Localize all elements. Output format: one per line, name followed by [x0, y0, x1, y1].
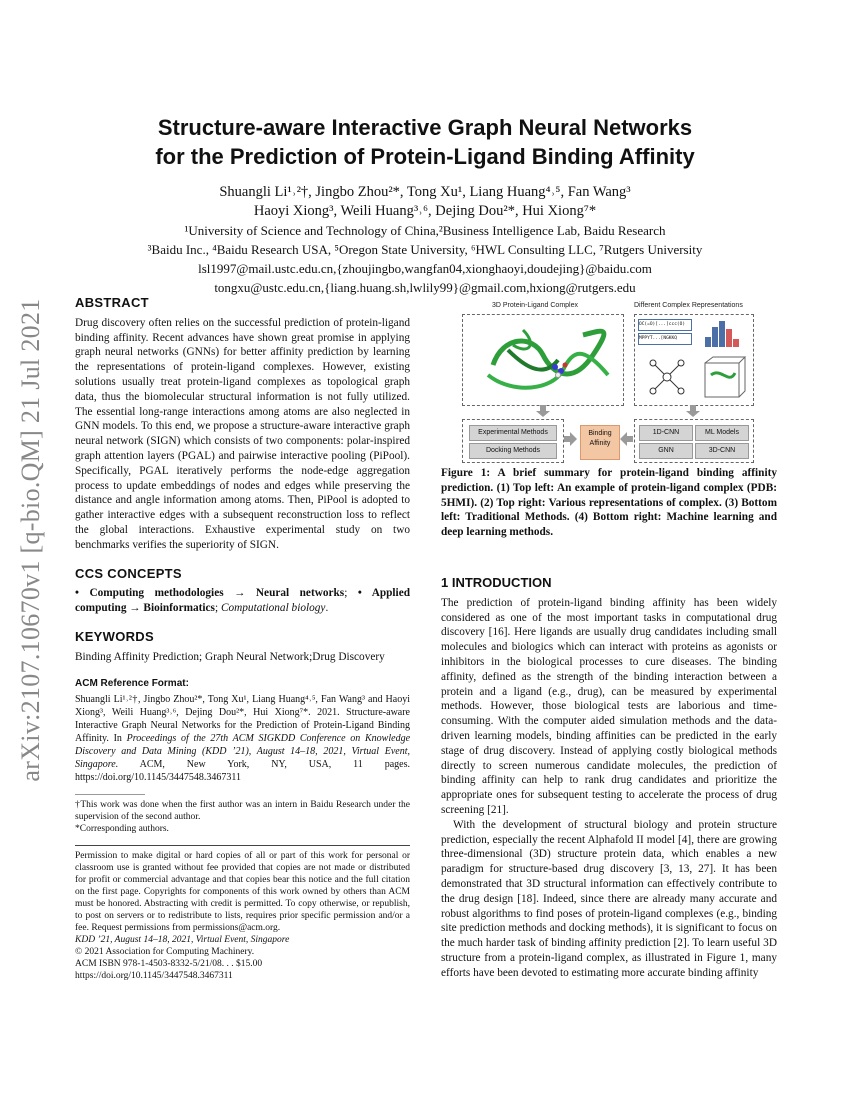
- permission-text: Permission to make digital or hard copies of all or part of this work for personal or classroom use is granted without fee provided that copies are not made or distributed for profit or commercial advantage and that copies bear this notice and the full citation on the first page. Copyrights for components of this work owned by others than ACM must be honored. Abstracting with credit is permitted. To copy otherwise, or republish, to post on servers or to redistribute to lists, requires prior specific permission and/or a fee. Request permissions from permissions@acm.org.: [75, 851, 410, 934]
- traditional-methods-panel: [462, 419, 564, 463]
- title-line-2: for the Prediction of Protein-Ligand Binding Affinity: [155, 144, 695, 169]
- binding-affinity-box: Binding Affinity: [580, 425, 620, 460]
- footnote-rule: [75, 794, 145, 795]
- acm-ref-italic: Proceedings of the 27th ACM SIGKDD Conference on Knowledge Discovery and Data Mining (KDD ’21), August 14–18, 2021, Virtual Event, Singapore.: [75, 733, 411, 771]
- keywords-text: Binding Affinity Prediction; Graph Neural Network;Drug Discovery: [75, 650, 385, 663]
- doi-text: https://doi.org/10.1145/3447548.3467311: [75, 971, 233, 982]
- copyright-text: © 2021 Association for Computing Machinery.: [75, 947, 255, 958]
- venue-text: [75, 934, 410, 946]
- docking-methods-box: Docking Methods: [469, 443, 557, 459]
- author-block: [60, 183, 790, 297]
- intro-paragraph-2: With the development of structural biology and protein structure prediction, especially the recent Alphafold II model [4], there are growing three-dimensional (3D) structure protein data, which enables a new paradigm for structure-based drug discovery [3, 13, 27]. It has been demonstrated that 3D structural information can effectively contribute to the drug design [18]. Indeed, since there are already many accurate and robust algorithms to find poses of protein-ligand complexes (e.g., binding site prediction methods and docking methods), it is significant to focus on the much harder task of binding affinity prediction [2]. To learn useful 3D structure from a protein-ligand complex, as illustrated in Figure 1, many efforts have been devoted to estimating more accurate binding affinity: [441, 818, 777, 979]
- affiliation-line-1: ¹University of Science and Technology of China,²Business Intelligence Lab, Baidu Research: [184, 223, 666, 238]
- affiliation-line-2: ³Baidu Inc., ⁴Baidu Research USA, ⁵Oregon State University, ⁶HWL Consulting LLC, ⁷Rutgers University: [147, 242, 703, 257]
- arxiv-stamp-text: arXiv:2107.10670v1 [q-bio.QM] 21 Jul 2021: [16, 298, 45, 782]
- email-line-2: tongxu@ustc.edu.cn,{liang.huang.sh,lwlily99}@gmail.com,hxiong@rutgers.edu: [214, 280, 636, 295]
- email-line-1: lsl1997@mail.ustc.edu.cn,{zhoujingbo,wangfan04,xionghaoyi,doudejing}@baidu.com: [198, 261, 652, 276]
- figure-label-complex: 3D Protein-Ligand Complex: [492, 302, 578, 309]
- isbn-text: ACM ISBN 978-1-4503-8332-5/21/08. . . $15.00: [75, 959, 263, 970]
- intro-paragraph-1: The prediction of protein-ligand binding affinity has been widely considered as one of the most important tasks in computational drug discovery [16]. Here ligands are usually drug candidates including small molecules and biologics which can interact with proteins as agonists or inhibitors in the biological processes to cure diseases. The binding affinity, defined as the strength of the binding interaction between a protein and a ligand (e.g., drug), can be measured by experimental methods. However, those biological tests are laborious and time-consuming. With the computer aided simulation methods and the data-driven learning models, binding affinities can be predicted in the early stage of drug discovery. Instead of applying costly biological methods directly to screen numerous candidate molecules, the prediction of binding affinity can help to rank drug candidates and prioritize the appropriate ones for subsequent testing to accelerate the process of drug screening [21].: [441, 596, 777, 816]
- ccs-heading: CCS CONCEPTS: [75, 565, 182, 581]
- abstract-text: Drug discovery often relies on the successful prediction of protein-ligand binding affinity. Recent advances have shown great promise in applying graph neural networks (GNNs) for better affinity prediction by learning the representations of protein-ligand complexes. However, existing solutions usually treat protein-ligand complexes as topological graph data, thus the biomolecular structural information is not fully utilized. The essential long-range interactions among atoms are also neglected in GNN models. To this end, we propose a structure-aware interactive graph neural network (SIGN) which consists of two components: polar-inspired graph attention layers (PGAL) and pairwise interactive pooling (PiPool). Specifically, PGAL iteratively performs the node-edge aggregation process to update embeddings of nodes and edges while preserving the distance and angle information among atoms. Then, PiPool is adopted to gather interactive edges with a subsequent reconstruction loss to reflect the global interactions. Exhaustive experimental study on two benchmarks verifies the superiority of SIGN.: [75, 316, 410, 551]
- ccs-bullet-1: • Computing methodologies → Neural networks: [75, 587, 345, 600]
- title-line-1: Structure-aware Interactive Graph Neural Networks: [157, 115, 693, 140]
- histogram-icon: [701, 317, 749, 349]
- ccs-italic: Computational biology: [220, 602, 326, 615]
- gnn-box: GNN: [639, 443, 693, 459]
- sequence-string: MPPYT...[NGKKQ: [638, 333, 692, 345]
- acm-ref-text-2: ACM, New York, NY, USA, 11 pages. https://doi.org/10.1145/3447548.3467311: [75, 759, 410, 784]
- figure-1: [462, 302, 754, 462]
- arxiv-stamp: [10, 280, 52, 800]
- keywords-heading: KEYWORDS: [75, 628, 154, 644]
- acm-ref-text-1: Shuangli Li¹˒²†, Jingbo Zhou²*, Tong Xu¹, Liang Huang⁴˒⁵, Fan Wang³ and Haoyi Xiong³, Weili Huang³˒⁶, Dejing Dou²*, Hui Xiong⁷*. 2021. Structure-aware Interactive Graph Neural Networks for the Prediction of Protein-Ligand Binding Affinity. In: [75, 694, 410, 745]
- figure-caption: Figure 1: A brief summary for protein-ligand binding affinity prediction. (1) Top left: An example of protein-ligand complex (PDB: 5HMI). (2) Top right: Various representations of complex. (3) Bottom left: Traditional Methods. (4) Bottom right: Machine learning and deep learning methods.: [441, 467, 777, 539]
- ccs-text: [75, 586, 410, 616]
- smiles-string: OC(=O)[...]ccc(O): [638, 319, 692, 331]
- cnn3d-box: 3D-CNN: [695, 443, 749, 459]
- venue-italic: KDD ’21, August 14–18, 2021, Virtual Event, Singapore: [75, 935, 290, 946]
- experimental-methods-box: Experimental Methods: [469, 425, 557, 441]
- representations-panel: [634, 314, 754, 406]
- ml-methods-panel: [634, 419, 754, 463]
- protein-structure-image: [463, 315, 623, 405]
- arrow-left-icon: [619, 432, 633, 446]
- left-column: [75, 296, 410, 982]
- arrow-down-left: [536, 405, 550, 417]
- ml-models-box: ML Models: [695, 425, 749, 441]
- arrow-right-icon: [564, 432, 578, 446]
- grid-cube-icon: [701, 355, 747, 401]
- abstract-heading: ABSTRACT: [75, 295, 149, 310]
- authors-line-1: Shuangli Li¹˒²†, Jingbo Zhou²*, Tong Xu¹, Liang Huang⁴˒⁵, Fan Wang³: [219, 184, 631, 200]
- ccs-tail: ;: [214, 602, 221, 615]
- footnote-dagger: †This work was done when the first author was an intern in Baidu Research under the supervision of the second author.: [75, 800, 410, 823]
- right-column: [441, 576, 777, 981]
- ccs-sep: ;: [344, 587, 358, 600]
- cnn1d-box: 1D-CNN: [639, 425, 693, 441]
- ccs-bullet-2: • Applied computing → Bioinformatics: [75, 587, 410, 615]
- figure-label-reps: Different Complex Representations: [634, 302, 743, 309]
- introduction-heading: 1 INTRODUCTION: [441, 575, 552, 590]
- ccs-end: .: [325, 602, 329, 615]
- permission-rule: [75, 845, 410, 846]
- acm-ref-text: [75, 693, 410, 784]
- protein-complex-panel: [462, 314, 624, 406]
- acm-ref-heading: ACM Reference Format:: [75, 677, 189, 689]
- authors-line-2: Haoyi Xiong³, Weili Huang³˒⁶, Dejing Dou²*, Hui Xiong⁷*: [253, 203, 597, 219]
- graph-icon: [645, 355, 689, 399]
- footnote-star: *Corresponding authors.: [75, 824, 169, 835]
- arrow-down-right: [686, 405, 700, 417]
- paper-title: [60, 113, 790, 171]
